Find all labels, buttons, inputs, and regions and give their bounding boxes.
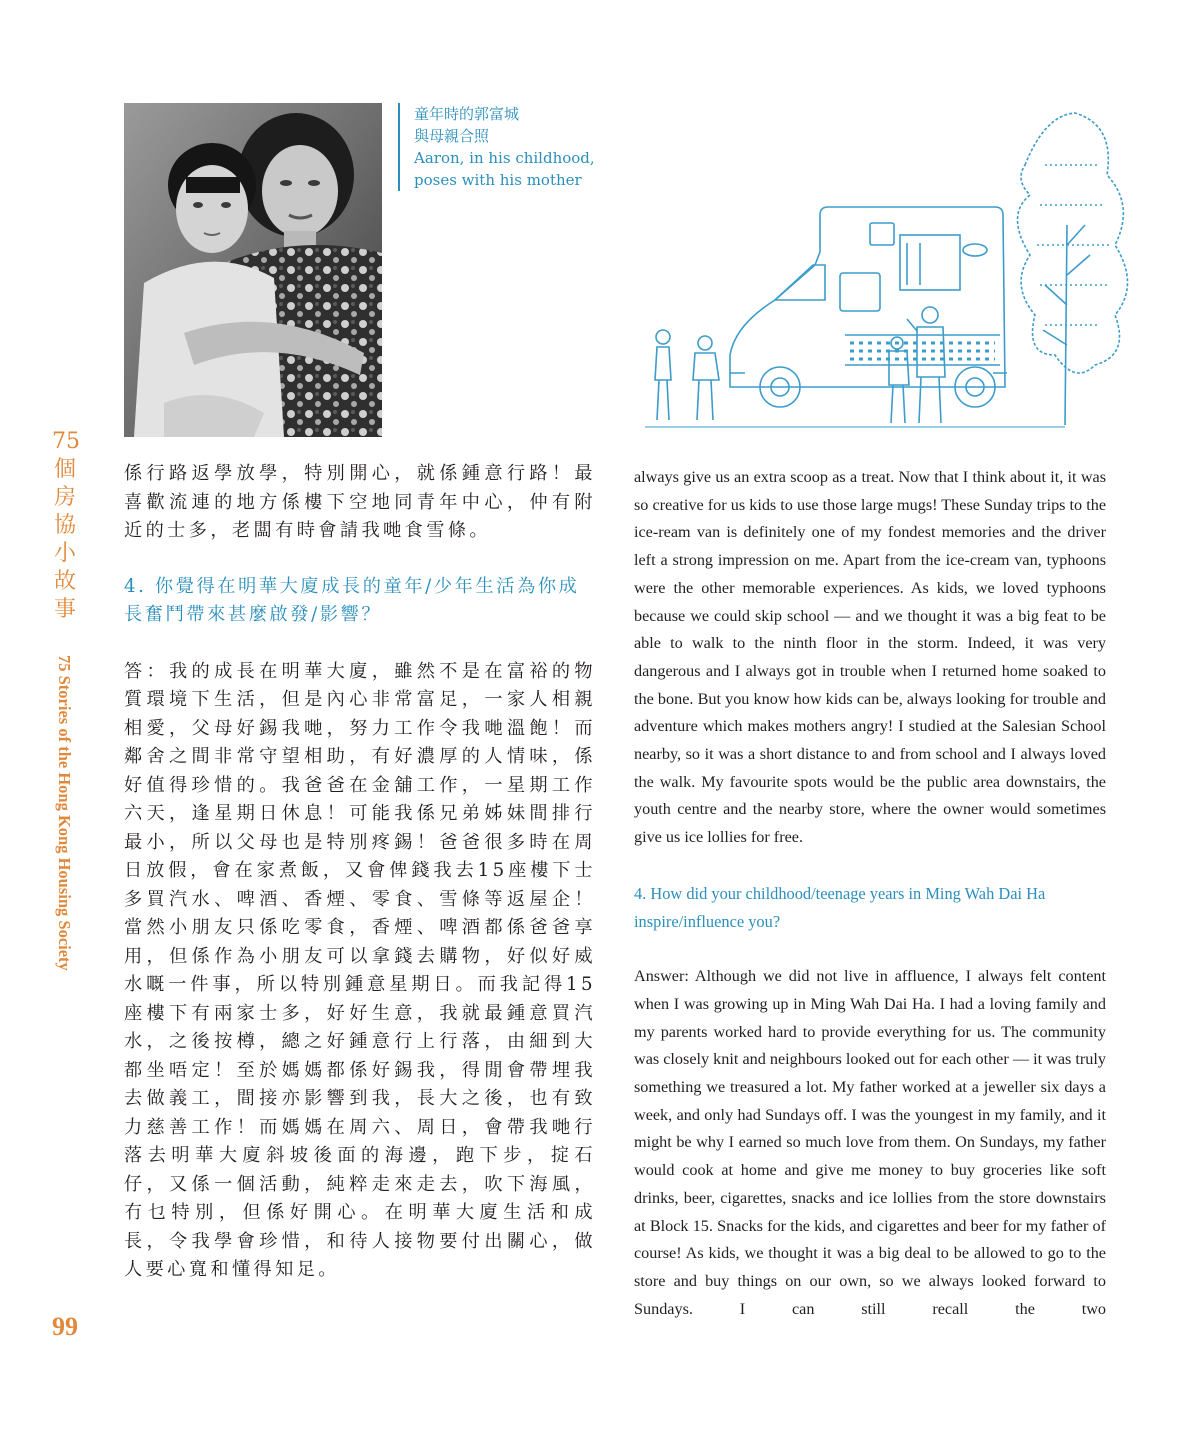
en-answer-4: Answer: Although we did not live in affluence, I always felt content when I was growing up in Ming Wah Dai Ha. I had a loving family and my parents worked hard to provide everything for us. The community was closely knit and neighbours looked out for each other — it was truly something we treasured a lot. My father worked at a jeweller six days a week, and only had Sundays off. I was the youngest in my family, and it might be why I earned so much love from them. On Sundays, my father would cook at home and give me money to buy groceries like soft drinks, beer, cigarettes, snacks and ice lollies from the store downstairs at Block 15. Snacks for the kids, and cigarettes and beer for my father of course! As kids, we thought it was a big deal to be allowed to go to the store and buy things on our own, so we always looked forward to Sundays. I can still recall the two (634, 967, 1106, 1318)
ice-cream-van-illustration (645, 105, 1145, 440)
side-rail-chinese-title: 75 個 房 協 小 故 事 (52, 429, 80, 622)
en-paragraph-1: always give us an extra scoop as a treat. Now that I think about it, it was so creative for us kids to use those large mugs! These Sunday trips to the ice-ream van is definitely one of my fondest memories and the driver left a strong impression on me. Apart from the ice-cream van, typhoons were the other memorable experiences. As kids, we loved typhoons because we could skip school — and we thought it was a big feat to be able to walk to the ninth floor in the storm. Indeed, it was very dangerous and I always got in trouble when I returned home soaked to the bone. But you know how kids can be, always looking for trouble and adventure which makes mothers angry! I studied at the Salesian School nearby, so it was a short distance to and from school and I always loved the walk. My favourite spots would be the public area downstairs, the youth centre and the nearby store, where the owner would sometimes give us ice lollies for free. (634, 468, 1106, 847)
photo-image (124, 103, 382, 437)
zh-question-4: 4. 你覺得在明華大廈成長的童年/少年生活為你成長奮鬥帶來甚麼啟發/影響？ (124, 575, 580, 625)
tree-icon (1018, 113, 1128, 425)
chinese-column (124, 460, 596, 1285)
page-number: 99 (52, 1312, 78, 1341)
caption-en-line1: Aaron, in his childhood, (414, 149, 595, 167)
photo-caption (398, 103, 634, 191)
caption-zh-line1: 童年時的郭富城 (414, 105, 520, 123)
childhood-photo (124, 103, 382, 437)
ice-cream-van-icon (645, 105, 1145, 440)
en-question-4: 4. How did your childhood/teenage years in Ming Wah Dai Ha inspire/influence you? (634, 883, 1046, 931)
caption-en-line2: poses with his mother (414, 171, 582, 189)
zh-paragraph-1: 係行路返學放學，特別開心，就係鍾意行路！最喜歡流連的地方係樓下空地同青年中心，仲有附近的士多，老闆有時會請我哋食雪條。 (124, 463, 596, 541)
side-rail-english-title-wrapper (34, 655, 94, 1005)
caption-zh-line2: 與母親合照 (414, 127, 490, 145)
zh-answer-4: 答：我的成長在明華大廈，雖然不是在富裕的物質環境下生活，但是內心非常富足，一家人相親相愛，父母好錫我哋，努力工作令我哋溫飽！而鄰舍之間非常守望相助，有好濃厚的人情味，係好值得珍惜的。我爸爸在金舖工作，一星期工作六天，逢星期日休息！可能我係兄弟姊妹間排行最小，所以父母也是特別疼錫！爸爸很多時在周日放假，會在家煮飯，又會俾錢我去15座樓下士多買汽水、啤酒、香煙、零食、雪條等返屋企！當然小朋友只係吃零食，香煙、啤酒都係爸爸享用，但係作為小朋友可以拿錢去購物，好似好威水嘅一件事，所以特別鍾意星期日。而我記得15座樓下有兩家士多，好好生意，我就最鍾意買汽水，之後按樽，總之好鍾意行上行落，由細到大都坐唔定！至於媽媽都係好錫我，得閒會帶埋我去做義工，間接亦影響到我，長大之後，也有致力慈善工作！而媽媽在周六、周日，會帶我哋行落去明華大廈斜坡後面的海邊，跑下步，掟石仔，又係一個活動，純粹走來走去，吹下海風，冇乜特別，但係好開心。在明華大廈生活和成長，令我學會珍惜，和待人接物要付出關心，做人要心寬和懂得知足。 (124, 660, 596, 1280)
side-rail-english-title: 75 Stories of the Hong Kong Housing Society (55, 655, 74, 971)
van-icon (730, 207, 1007, 407)
english-column (634, 464, 1106, 1323)
